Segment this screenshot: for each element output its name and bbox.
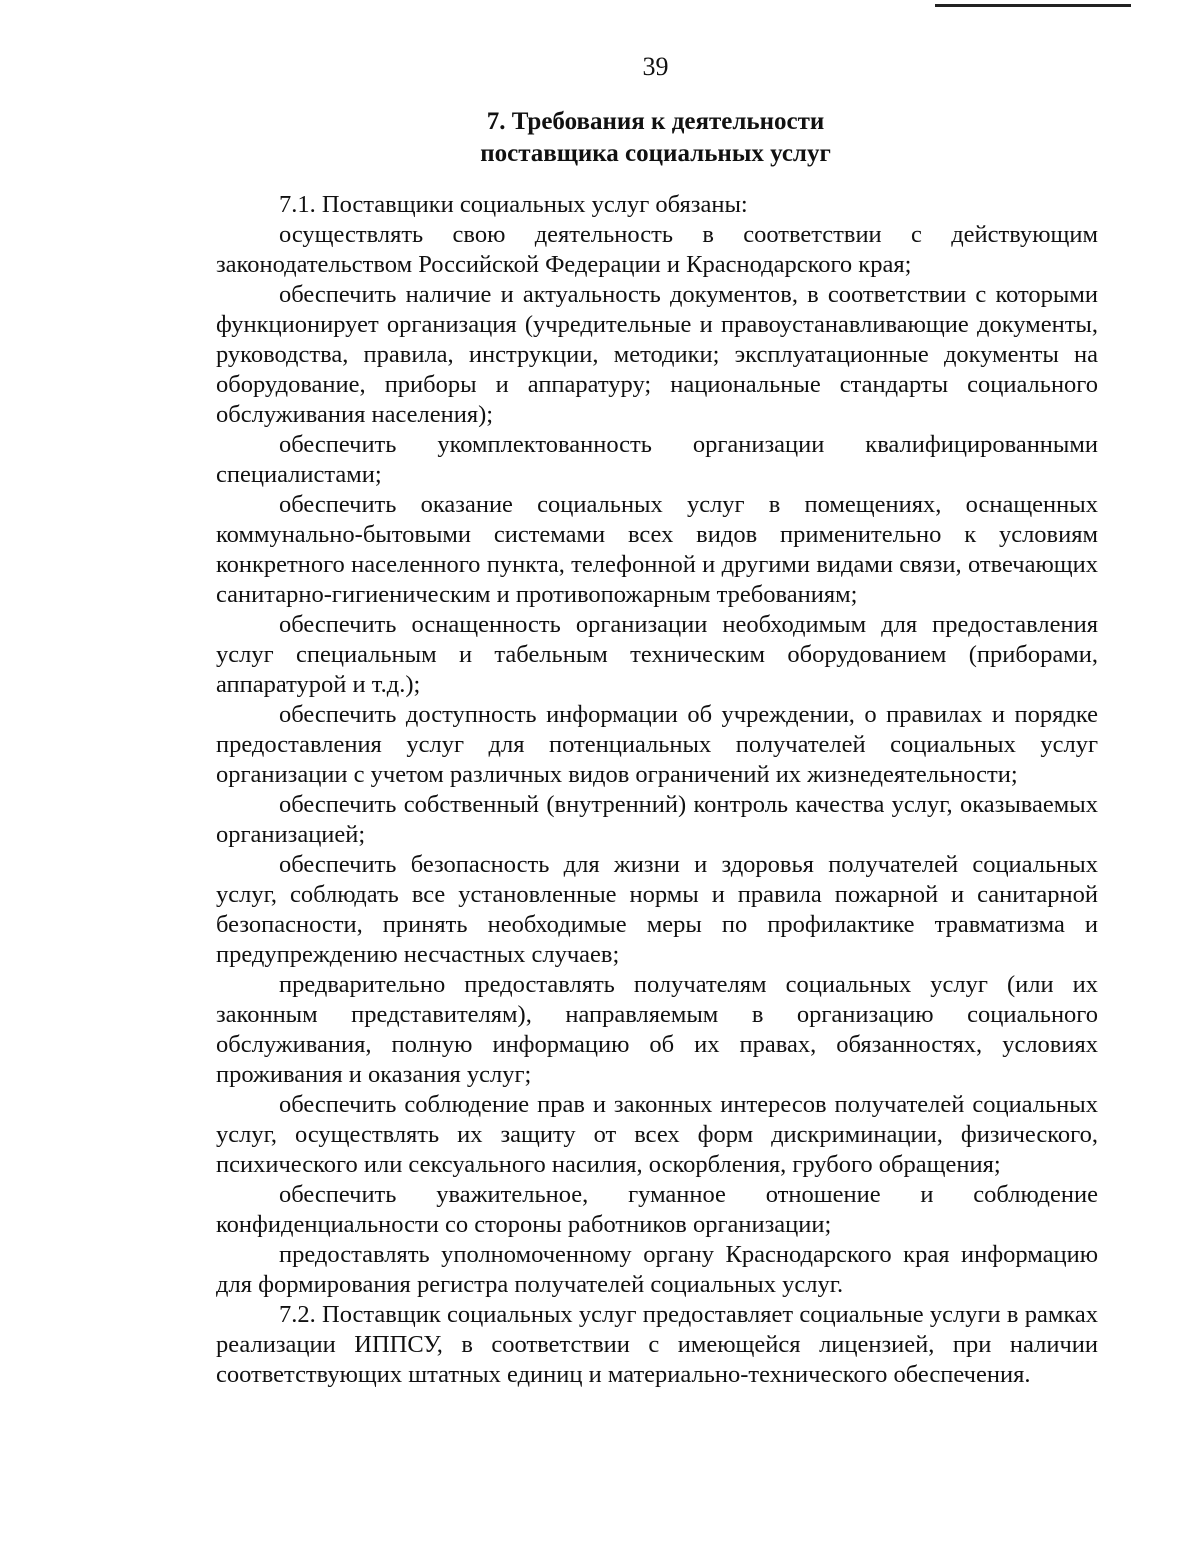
- paragraph-quality-control: обеспечить собственный (внутренний) контроль качества услуг, оказываемых организацией;: [216, 791, 1098, 848]
- section-title-line-2: поставщика социальных услуг: [480, 140, 831, 167]
- paragraph-information-access: обеспечить доступность информации об учреждении, о правилах и порядке предоставления услуг для потенциальных получателей социальных услуг организации с учетом различных видов ограничений их жизнедеятельности;: [216, 701, 1098, 788]
- paragraph-legislation: осуществлять свою деятельность в соответствии с действующим законодательством Российской Федерации и Краснодарского края;: [216, 221, 1098, 278]
- paragraph-7-2: 7.2. Поставщик социальных услуг предоставляет социальные услуги в рамках реализации ИППСУ, в соответствии с имеющейся лицензией, при наличии соответствующих штатных единиц и материально-технического обеспечения.: [216, 1301, 1098, 1388]
- paragraph-documents: обеспечить наличие и актуальность документов, в соответствии с которыми функционирует организация (учредительные и правоустанавливающие документы, руководства, правила, инструкции, методики; эксплуатационные документы на оборудование, приборы и аппаратуру; национальные стандарты социального обслуживания населения);: [216, 281, 1098, 428]
- document-body: [216, 190, 1098, 1390]
- section-heading: [0, 106, 1200, 170]
- scan-edge-line: [935, 4, 1131, 7]
- paragraph-equipment: обеспечить оснащенность организации необходимым для предоставления услуг специальным и табельным техническим оборудованием (приборами, аппаратурой и т.д.);: [216, 611, 1098, 698]
- paragraph-confidentiality: обеспечить уважительное, гуманное отношение и соблюдение конфиденциальности со стороны работников организации;: [216, 1181, 1098, 1238]
- paragraph-safety: обеспечить безопасность для жизни и здоровья получателей социальных услуг, соблюдать все установленные нормы и правила пожарной и санитарной безопасности, принять необходимые меры по профилактике травматизма и предупреждению несчастных случаев;: [216, 851, 1098, 968]
- paragraph-register: предоставлять уполномоченному органу Краснодарского края информацию для формирования регистра получателей социальных услуг.: [216, 1241, 1098, 1298]
- paragraph-staffing: обеспечить укомплектованность организации квалифицированными специалистами;: [216, 431, 1098, 488]
- paragraph-premises: обеспечить оказание социальных услуг в помещениях, оснащенных коммунально-бытовыми системами всех видов применительно к условиям конкретного населенного пункта, телефонной и другими видами связи, отвечающих санитарно-гигиеническим и противопожарным требованиям;: [216, 491, 1098, 608]
- page-number: 39: [642, 52, 669, 81]
- paragraph-prior-information: предварительно предоставлять получателям социальных услуг (или их законным представителям), направляемым в организацию социального обслуживания, полную информацию об их правах, обязанностях, условиях проживания и оказания услуг;: [216, 971, 1098, 1088]
- paragraph-rights-protection: обеспечить соблюдение прав и законных интересов получателей социальных услуг, осуществлять их защиту от всех форм дискриминации, физического, психического или сексуального насилия, оскорбления, грубого обращения;: [216, 1091, 1098, 1178]
- paragraph-7-1-intro: 7.1. Поставщики социальных услуг обязаны:: [279, 191, 748, 218]
- section-title-line-1: 7. Требования к деятельности: [486, 108, 825, 135]
